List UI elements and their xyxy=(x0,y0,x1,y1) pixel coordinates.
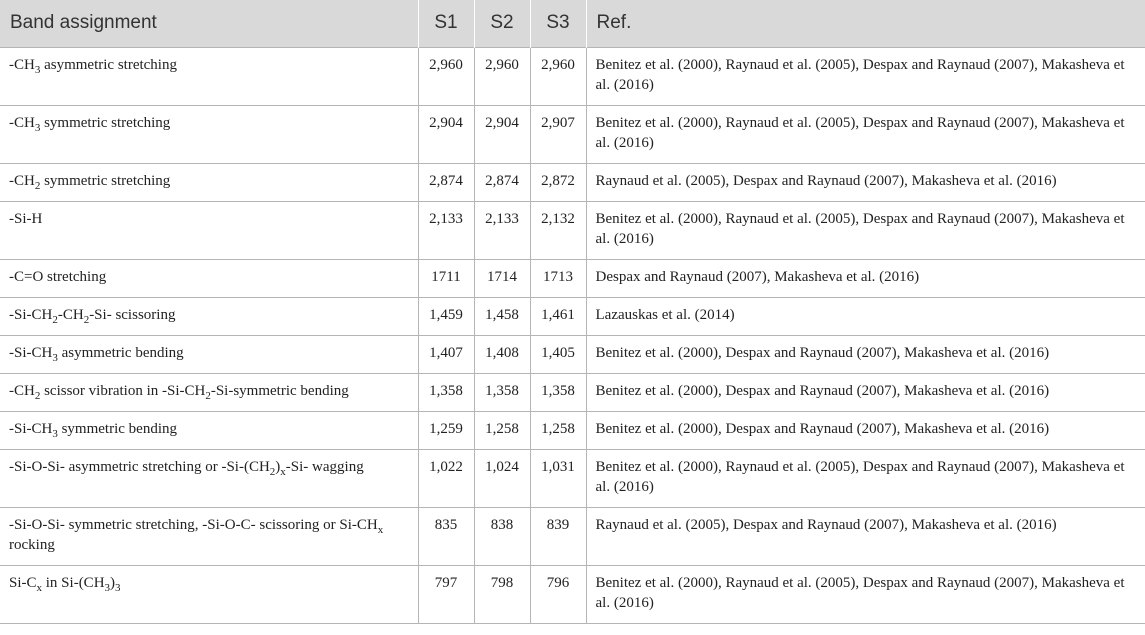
band-cell: -C=O stretching xyxy=(0,259,418,297)
band-cell: $-CH_3$ asymmetric stretching xyxy=(0,47,418,105)
ref-cell: Benitez et al. (2000), Raynaud et al. (2005), Despax and Raynaud (2007), Makasheva et al. (2016) xyxy=(586,47,1145,105)
table-row xyxy=(0,297,1145,335)
ref-cell: Benitez et al. (2000), Despax and Raynaud (2007), Makasheva et al. (2016) xyxy=(586,335,1145,373)
s2-cell: 2,133 xyxy=(474,201,530,259)
header-s2: S2 xyxy=(474,0,530,47)
s1-cell: 2,133 xyxy=(418,201,474,259)
s3-cell: 2,872 xyxy=(530,163,586,201)
table-row xyxy=(0,449,1145,507)
s1-cell: 2,960 xyxy=(418,47,474,105)
header-s1: S1 xyxy=(418,0,474,47)
band-cell: $-Si-CH_3$ symmetric bending xyxy=(0,411,418,449)
ref-cell: Benitez et al. (2000), Raynaud et al. (2005), Despax and Raynaud (2007), Makasheva et al. (2016) xyxy=(586,201,1145,259)
header-ref: Ref. xyxy=(586,0,1145,47)
s1-cell: 1,358 xyxy=(418,373,474,411)
s2-cell: 2,874 xyxy=(474,163,530,201)
s1-cell: 1711 xyxy=(418,259,474,297)
s3-cell: 2,960 xyxy=(530,47,586,105)
s3-cell: 2,907 xyxy=(530,105,586,163)
band-cell: $-CH_2$ symmetric stretching xyxy=(0,163,418,201)
ref-cell: Raynaud et al. (2005), Despax and Raynaud (2007), Makasheva et al. (2016) xyxy=(586,163,1145,201)
s1-cell: 835 xyxy=(418,507,474,565)
table-row xyxy=(0,507,1145,565)
table-row xyxy=(0,105,1145,163)
table-row xyxy=(0,335,1145,373)
header-row xyxy=(0,0,1145,47)
band-cell: $-CH_2$ scissor vibration in $-Si-CH_2-Si$-symmetric bending xyxy=(0,373,418,411)
band-cell: $-Si-CH_2-CH_2-Si-$ scissoring xyxy=(0,297,418,335)
table-row xyxy=(0,47,1145,105)
ref-cell: Benitez et al. (2000), Raynaud et al. (2005), Despax and Raynaud (2007), Makasheva et al. (2016) xyxy=(586,105,1145,163)
band-cell: $-Si-CH_3$ asymmetric bending xyxy=(0,335,418,373)
s3-cell: 1,461 xyxy=(530,297,586,335)
s2-cell: 798 xyxy=(474,565,530,623)
s3-cell: 1,358 xyxy=(530,373,586,411)
s3-cell: 2,132 xyxy=(530,201,586,259)
ref-cell: Benitez et al. (2000), Despax and Raynaud (2007), Makasheva et al. (2016) xyxy=(586,411,1145,449)
ref-cell: Benitez et al. (2000), Raynaud et al. (2005), Despax and Raynaud (2007), Makasheva et al. (2016) xyxy=(586,449,1145,507)
s2-cell: 838 xyxy=(474,507,530,565)
table-row xyxy=(0,201,1145,259)
s2-cell: 1714 xyxy=(474,259,530,297)
s3-cell: 1,405 xyxy=(530,335,586,373)
ref-cell: Despax and Raynaud (2007), Makasheva et al. (2016) xyxy=(586,259,1145,297)
s2-cell: 1,408 xyxy=(474,335,530,373)
s2-cell: 1,258 xyxy=(474,411,530,449)
s2-cell: 2,904 xyxy=(474,105,530,163)
table-row xyxy=(0,163,1145,201)
s1-cell: 2,904 xyxy=(418,105,474,163)
table-row xyxy=(0,259,1145,297)
table-row xyxy=(0,411,1145,449)
table-row xyxy=(0,373,1145,411)
s1-cell: 1,459 xyxy=(418,297,474,335)
band-cell: -Si-O-Si- symmetric stretching, -Si-O-C- scissoring or $Si-CH_x$ rocking xyxy=(0,507,418,565)
s3-cell: 1,258 xyxy=(530,411,586,449)
s1-cell: 797 xyxy=(418,565,474,623)
s1-cell: 2,874 xyxy=(418,163,474,201)
s1-cell: 1,407 xyxy=(418,335,474,373)
ref-cell: Benitez et al. (2000), Raynaud et al. (2005), Despax and Raynaud (2007), Makasheva et al. (2016) xyxy=(586,565,1145,623)
s2-cell: 1,024 xyxy=(474,449,530,507)
ref-cell: Benitez et al. (2000), Despax and Raynaud (2007), Makasheva et al. (2016) xyxy=(586,373,1145,411)
ref-cell: Raynaud et al. (2005), Despax and Raynaud (2007), Makasheva et al. (2016) xyxy=(586,507,1145,565)
s2-cell: 2,960 xyxy=(474,47,530,105)
s1-cell: 1,022 xyxy=(418,449,474,507)
s1-cell: 1,259 xyxy=(418,411,474,449)
header-band-assignment: Band assignment xyxy=(10,12,157,34)
header-s3: S3 xyxy=(530,0,586,47)
table-row xyxy=(0,565,1145,623)
s3-cell: 1713 xyxy=(530,259,586,297)
s3-cell: 796 xyxy=(530,565,586,623)
ref-cell: Lazauskas et al. (2014) xyxy=(586,297,1145,335)
s2-cell: 1,358 xyxy=(474,373,530,411)
band-cell: -Si-H xyxy=(0,201,418,259)
s2-cell: 1,458 xyxy=(474,297,530,335)
band-cell: $Si-C_x$ in $Si-(CH_3)_3$ xyxy=(0,565,418,623)
band-cell: $-CH_3$ symmetric stretching xyxy=(0,105,418,163)
s3-cell: 839 xyxy=(530,507,586,565)
s3-cell: 1,031 xyxy=(530,449,586,507)
band-cell: -Si-O-Si- asymmetric stretching or $-Si-(CH_2)_x-Si-$ wagging xyxy=(0,449,418,507)
